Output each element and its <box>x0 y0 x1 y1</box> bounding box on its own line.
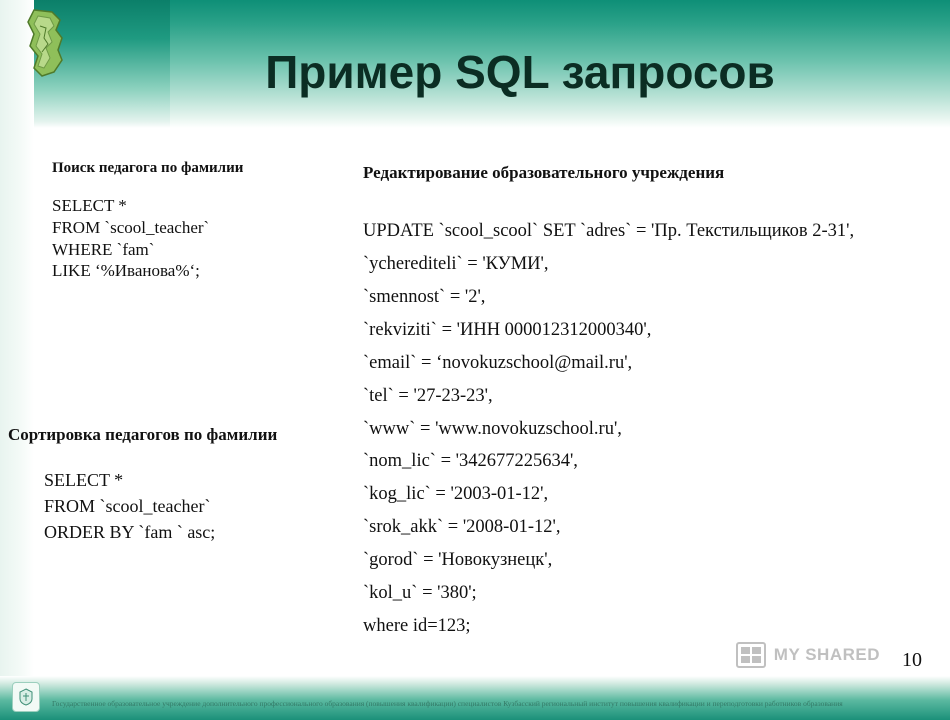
query-line: SELECT * <box>44 470 124 490</box>
footer-band <box>0 676 950 720</box>
screen-icon <box>736 642 766 668</box>
query-line: `nom_lic` = '342677225634', <box>363 451 578 472</box>
left-side-band <box>0 0 34 720</box>
query-line: FROM `scool_teacher` <box>52 217 210 237</box>
query-line: LIKE ‘%Иванова%‘; <box>52 261 200 281</box>
query-line: ORDER BY `fam ` asc; <box>44 522 216 543</box>
left-column-sort <box>8 425 358 545</box>
footer-text: Государственное образовательное учреждение дополнительного профессионального образования (повышения квалификации) специалистов Кузбасский региональный институт повышения квалификации и переподготовки работников образования <box>52 699 843 708</box>
region-map-icon <box>16 8 82 78</box>
query-line: UPDATE `scool_scool` SET `adres` = 'Пр. Текстильщиков 2-31', <box>363 221 855 241</box>
search-heading: Поиск педагога по фамилии <box>52 160 244 176</box>
query-line: SELECT * <box>52 196 127 215</box>
page-title: Пример SQL запросов <box>265 46 775 98</box>
query-line: `kog_lic` = '2003-01-12', <box>363 484 549 505</box>
right-column-update <box>363 163 923 643</box>
sort-query-block <box>8 467 358 545</box>
query-line: `rekviziti` = 'ИНН 000012312000340', <box>363 319 652 340</box>
watermark-label: MY SHARED <box>773 645 880 664</box>
update-query-block <box>363 215 923 643</box>
query-line: `www` = 'www.novokuzschool.ru', <box>363 418 622 439</box>
query-line: `tel` = '27-23-23', <box>363 385 493 406</box>
query-line: `srok_akk` = '2008-01-12', <box>363 517 561 538</box>
query-line: `gorod` = 'Новокузнецк', <box>363 550 553 571</box>
update-heading: Редактирование образовательного учреждения <box>363 163 725 182</box>
query-line: where id=123; <box>363 616 471 637</box>
query-line: FROM `scool_teacher` <box>44 496 211 517</box>
query-line: `kol_u` = '380'; <box>363 583 477 604</box>
institute-logo-icon <box>12 682 40 712</box>
sort-heading: Сортировка педагогов по фамилии <box>8 425 278 444</box>
query-line: `email` = ‘novokuzschool@mail.ru', <box>363 352 633 373</box>
search-query-block <box>52 195 352 282</box>
query-line: `ycherediteli` = 'КУМИ', <box>363 253 549 274</box>
page-number: 10 <box>902 649 922 671</box>
query-line: WHERE `fam` <box>52 239 155 259</box>
watermark <box>736 642 880 668</box>
left-column-search <box>52 160 352 282</box>
query-line: `smennost` = '2', <box>363 286 486 307</box>
